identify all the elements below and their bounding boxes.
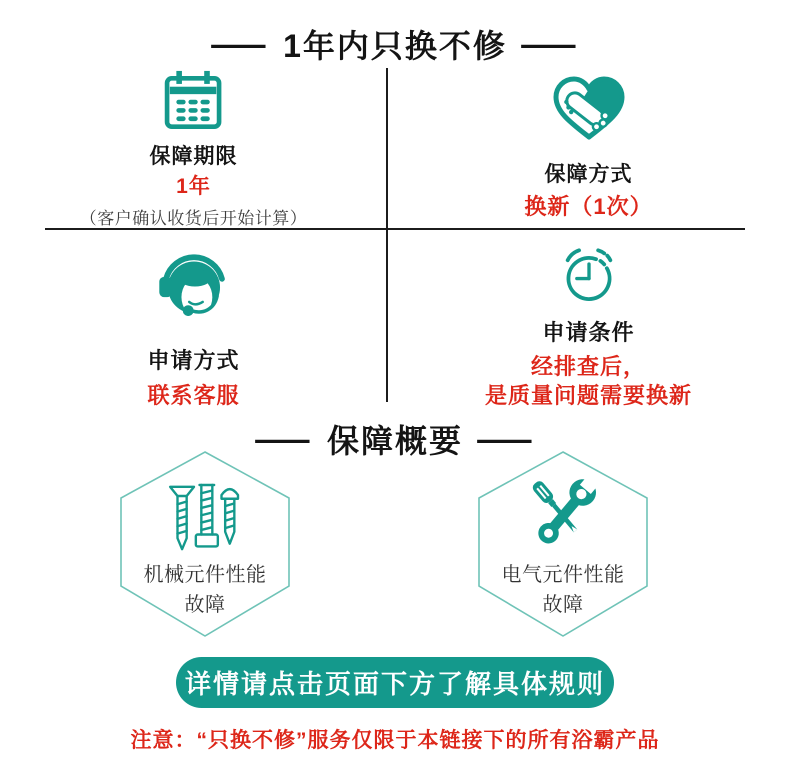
hexagon-electrical	[477, 448, 649, 640]
hexagon-label-line1: 机械元件性能	[143, 564, 267, 586]
customer-service-icon	[150, 247, 238, 328]
cell-warranty-method	[387, 60, 790, 229]
hexagon-label-line2: 故障	[542, 594, 584, 616]
calendar-icon	[162, 70, 226, 131]
screws-icon	[155, 474, 255, 562]
tools-icon	[517, 470, 609, 562]
hexagon-mechanical	[119, 448, 291, 640]
cell-heading: 申请方式	[147, 347, 240, 373]
cell-apply-method	[0, 229, 387, 410]
title-dash-left: —	[255, 420, 313, 457]
cell-warranty-period	[0, 60, 387, 229]
cell-value-line1: 经排查后，	[530, 353, 646, 379]
hexagon-label-line1: 电气元件性能	[501, 564, 625, 586]
handshake-heart-icon	[549, 74, 629, 144]
cell-apply-condition	[387, 229, 790, 410]
hexagon-label-line2: 故障	[184, 594, 226, 616]
cell-heading: 申请条件	[542, 319, 635, 345]
details-cta-button[interactable]: 详情请点击页面下方了解具体规则	[176, 657, 614, 708]
cell-value-line2: 是质量问题需要换新	[484, 382, 692, 408]
cell-value: 1年	[176, 175, 211, 199]
warranty-title-text: 1年内只换不修	[283, 28, 507, 64]
cell-note: （客户确认收货后开始计算）	[79, 209, 308, 228]
title-dash-left: —	[211, 25, 269, 62]
cell-value: 联系客服	[147, 382, 240, 408]
summary-title-text: 保障概要	[326, 423, 463, 459]
title-dash-right: —	[521, 25, 579, 62]
alarm-clock-icon	[550, 245, 628, 306]
title-dash-right: —	[477, 420, 535, 457]
footer-warning-note: 注意：“只换不修”服务仅限于本链接下的所有浴霸产品	[130, 729, 660, 752]
cell-heading: 保障期限	[149, 145, 238, 169]
cell-value: 换新（1次）	[524, 194, 653, 219]
cell-heading: 保障方式	[544, 163, 633, 186]
